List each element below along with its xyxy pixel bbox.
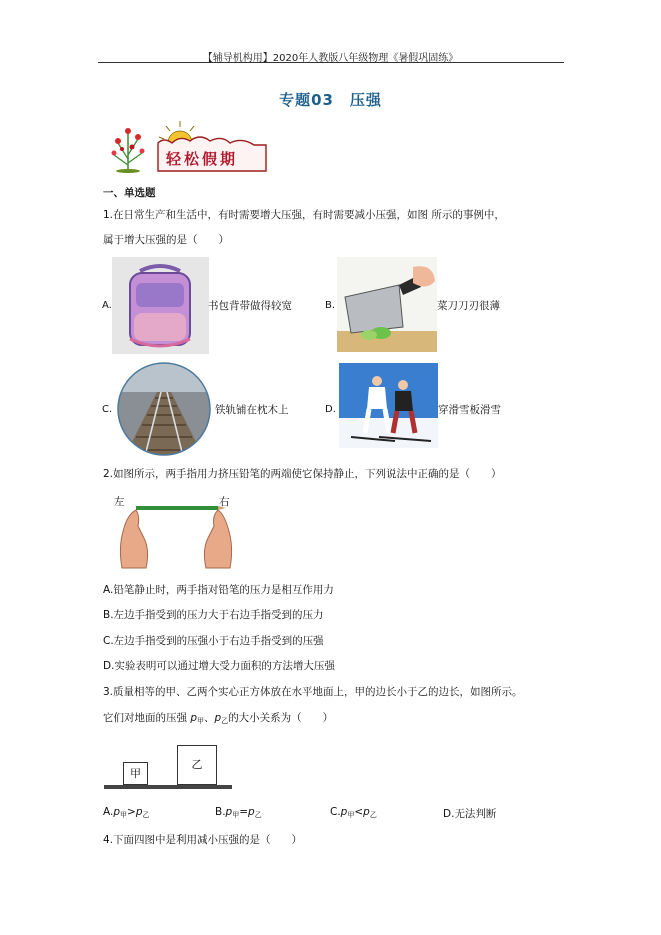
p-symbol: p — [363, 806, 370, 818]
q3-option-a-label: A. — [103, 806, 114, 818]
q3-option-b — [215, 806, 262, 818]
q1-option-b-text: 菜刀刀刃很薄 — [437, 300, 500, 312]
cube-yi-label: 乙 — [191, 758, 203, 771]
q1-option-a-label: A. — [102, 300, 112, 311]
q3-option-d — [443, 806, 496, 821]
sub-jia: 甲 — [232, 811, 240, 819]
pencil-fingers-image — [114, 498, 238, 572]
q3-sep: 、 — [204, 712, 215, 724]
q3-stem-line2 — [103, 710, 333, 725]
q3-sub-yi: 乙 — [221, 717, 229, 725]
q2-option-d: D.实验表明可以通过增大受力面积的方法增大压强 — [103, 660, 335, 672]
q2-stem: 2.如图所示，两手指用力挤压铅笔的两端使它保持静止，下列说法中正确的是（ ） — [103, 468, 502, 480]
p-symbol: p — [135, 806, 143, 818]
q3-option-d-text: 无法判断 — [454, 808, 497, 820]
relation: > — [127, 806, 136, 818]
cube-jia-label: 甲 — [130, 767, 141, 780]
q3-p-symbol: p — [190, 712, 198, 724]
section-heading: 一、单选题 — [103, 187, 156, 199]
q1-option-d-text: 穿滑雪板滑雪 — [438, 404, 501, 416]
q2-option-a: A.铅笔静止时，两手指对铅笔的压力是相互作用力 — [103, 584, 334, 596]
q3-sub-jia: 甲 — [197, 717, 205, 725]
ground-line — [104, 785, 232, 789]
q1-stem-line2: 属于增大压强的是（ ） — [103, 234, 229, 246]
skiing-image — [339, 363, 438, 448]
q3-option-a — [103, 806, 150, 818]
railway-image — [117, 362, 211, 456]
q3-option-b-label: B. — [215, 806, 226, 818]
document-header: 【辅导机构用】2020年人教版八年级物理《暑假巩固练》 — [202, 53, 459, 64]
p-symbol: p — [248, 806, 255, 818]
q3-line2-post: 的大小关系为（ ） — [228, 712, 334, 724]
q1-stem-line1: 1.在日常生产和生活中，有时需要增大压强，有时需要减小压强，如图 所示的事例中， — [103, 209, 505, 221]
q2-option-c: C.左边手指受到的压强小于右边手指受到的压强 — [103, 635, 324, 647]
page-title: 专题03 压强 — [279, 91, 382, 109]
q3-option-d-label: D. — [443, 808, 455, 820]
q1-option-d-label: D. — [325, 404, 336, 415]
cube-yi — [177, 745, 217, 785]
relation: < — [354, 806, 364, 818]
q2-option-b: B.左边手指受到的压力大于右边手指受到的压力 — [103, 609, 324, 621]
q1-option-b-label: B. — [325, 300, 336, 311]
sub-yi: 乙 — [254, 811, 262, 819]
p-symbol: p — [340, 806, 348, 818]
q3-option-c — [330, 806, 377, 818]
header-rule — [98, 62, 564, 63]
q2-right-label: 右 — [219, 496, 230, 508]
sub-yi: 乙 — [142, 811, 150, 819]
q4-stem: 4.下面四图中是利用减小压强的是（ ） — [103, 834, 303, 846]
q1-option-c-label: C. — [102, 404, 113, 415]
q3-p-symbol-2: p — [214, 712, 222, 724]
sub-jia: 甲 — [120, 811, 128, 819]
cleaver-image — [337, 257, 437, 352]
p-symbol: p — [113, 806, 121, 818]
cube-jia — [123, 762, 148, 785]
q1-option-a-text: 书包背带做得较宽 — [208, 300, 292, 312]
q1-option-c-text: 铁轨铺在枕木上 — [215, 404, 289, 416]
banner-text: 轻松假期 — [166, 150, 239, 168]
relation: = — [239, 806, 249, 818]
q2-left-label: 左 — [114, 496, 125, 508]
backpack-image — [112, 257, 209, 354]
q3-line2-pre: 它们对地面的压强 — [103, 712, 191, 724]
q3-stem-line1: 3.质量相等的甲、乙两个实心正方体放在水平地面上，甲的边长小于乙的边长，如图所示。 — [103, 686, 523, 698]
flower-icon — [112, 128, 145, 173]
sub-yi: 乙 — [369, 811, 377, 819]
q3-option-c-label: C. — [330, 806, 341, 818]
p-symbol: p — [225, 806, 233, 818]
sub-jia: 甲 — [347, 811, 355, 819]
